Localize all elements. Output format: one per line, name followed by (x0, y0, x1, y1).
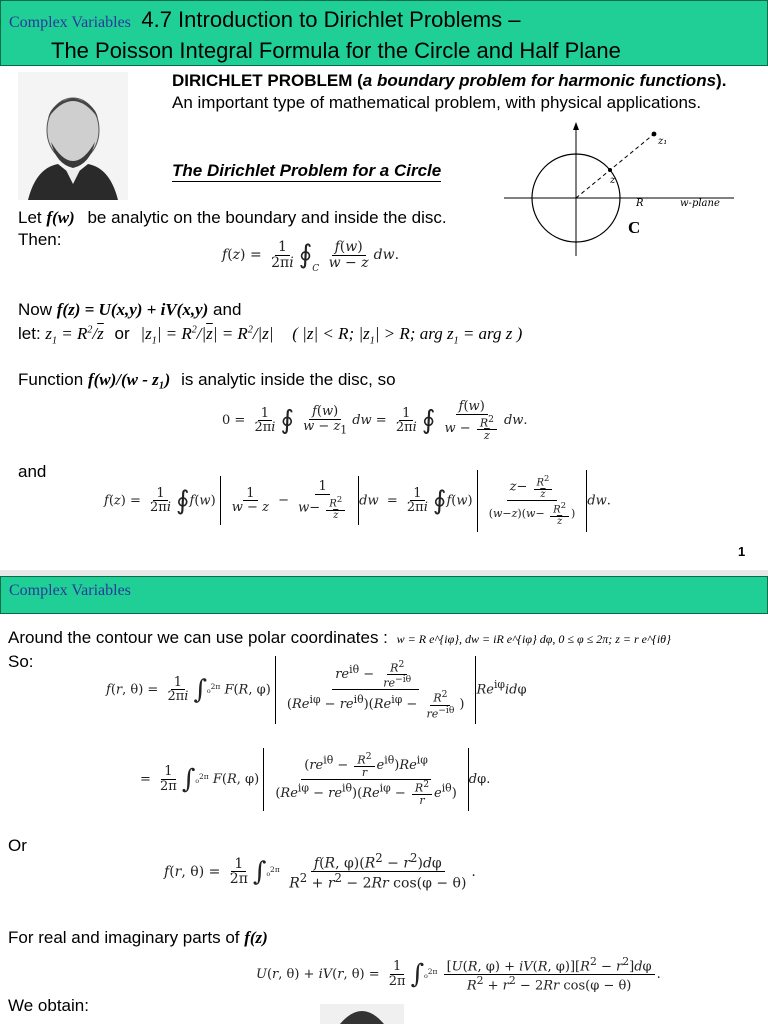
course-label: Complex Variables (9, 14, 131, 31)
circle-diagram (504, 120, 734, 260)
page-number: 1 (738, 544, 746, 559)
zero-integral-formula: 0 = $\frac{1}{2\pi i}$ ∮ $\frac{f(w)}{w - z_1}$ dw = $\frac{1}{2\pi i}$ ∮ f(w) w − $\frac{R^2}{z}$ dw. (222, 399, 528, 442)
function-line: Function f(w)/(w - z₁) is analytic inside the disc, so (18, 370, 396, 389)
intro-paragraph (172, 70, 732, 114)
contour-c-label: C (628, 218, 641, 237)
title-line-1: 4.7 Introduction to Dirichlet Problems – (141, 7, 521, 32)
poisson-step-1: f(r, θ) = $\frac{1}{2\pi i}$ ∫₀$^{2\pi}$ F(R, φ) $re^{i\theta}$ − $\frac{R^2}{re^{-i\theta}}$ $(Re^{i\varphi} - re^{i\theta})(Re^{i\varphi}$ − $\frac{R^2}{re^{-i\theta}}$ ) $Re^{i\varphi}id\varphi$ (106, 656, 527, 724)
cauchy-formula: f(z) = $\frac{1}{2\pi i}$ $∮_C$ $\frac{f(w)}{w - z}$ dw. (222, 239, 400, 275)
or-label: Or (8, 836, 27, 855)
so-label: So: (8, 652, 34, 671)
z-label: z (610, 175, 616, 186)
intro-heading-close: ). (716, 71, 727, 90)
portrait-image (18, 72, 128, 200)
let-line: let: $z_1 = R^2/\overline{z}$ or $|z_1| = R^2/|\overline{z}| = R^2/|z|$ ( |z| < R; $|z_1| > R$; arg $z_1$ = arg z ) (18, 324, 523, 347)
contour-line: Around the contour we can use polar coordinates : w = R e^{iφ}, dw = iR e^{iφ} dφ, 0 ≤ φ ≤ 2π; z = r e^{iθ} (8, 628, 671, 647)
w-plane-label: w-plane (680, 198, 720, 209)
let-paragraph: Let f(w) be analytic on the boundary and inside the disc. (18, 208, 447, 227)
r-label: R (636, 198, 644, 209)
poisson-integral-formula: f(r, θ) = $\frac{1}{2\pi}$ ∫₀$^{2\pi}$ $\frac{f(R, \varphi)(R^2 - r^2)d\varphi}{R^2 + r^2 - 2Rr \cos(\varphi - \theta)}$ . (164, 851, 476, 892)
and-label: and (18, 462, 47, 481)
course-label-2: Complex Variables (9, 582, 131, 599)
obtain-label: We obtain: (8, 996, 89, 1015)
real-imag-formula: U(r, θ) + iV(r, θ) = $\frac{1}{2\pi}$ ∫₀$^{2\pi}$ $\frac{[U(R, \varphi) + iV(R, \varphi)][R^2 - r^2]d\varphi}{R^2 + r^2 - 2Rr \cos(\varphi - \theta)}$ . (256, 955, 661, 994)
slide-1-header (0, 0, 768, 66)
slide-2 (0, 576, 768, 1024)
difference-integral-formula: f(z) = $\frac{1}{2\pi i}$ ∮f(w) $\frac{1}{w - z}$ − 1 w− $\frac{R^2}{z}$ dw = $\frac{1}{2\pi i}$ ∮f(w) z− $\frac{R^2}{z}$ (w−z)(w− $\frac{R^2}{z}$ ) dw. (104, 470, 611, 532)
z1-label: z₁ (658, 136, 668, 147)
real-imag-line: For real and imaginary parts of f(z) (8, 928, 268, 947)
slide-2-header (0, 576, 768, 614)
poisson-step-2: = $\frac{1}{2\pi}$ ∫₀$^{2\pi}$ F(R, φ) ($re^{i\theta}$ − $\frac{R^2}{r}$ $e^{i\theta})Re^{i\varphi}$ $(Re^{i\varphi} - re^{i\theta})(Re^{i\varphi}$ − $\frac{R^2}{r}$ $e^{i\theta}$) dφ. (140, 748, 490, 811)
now-line: Now f(z) = U(x,y) + iV(x,y) and (18, 300, 242, 319)
intro-text: An important type of mathematical problem, with physical applications. (172, 93, 702, 112)
circle-subheading: The Dirichlet Problem for a Circle (172, 161, 442, 180)
portrait-image-partial (320, 1004, 404, 1024)
intro-heading-italic: a boundary problem for harmonic functions (362, 71, 717, 90)
title-line-2: The Poisson Integral Formula for the Circle and Half Plane (51, 38, 621, 63)
then-label: Then: (18, 230, 62, 249)
intro-heading: DIRICHLET PROBLEM ( (172, 71, 363, 90)
